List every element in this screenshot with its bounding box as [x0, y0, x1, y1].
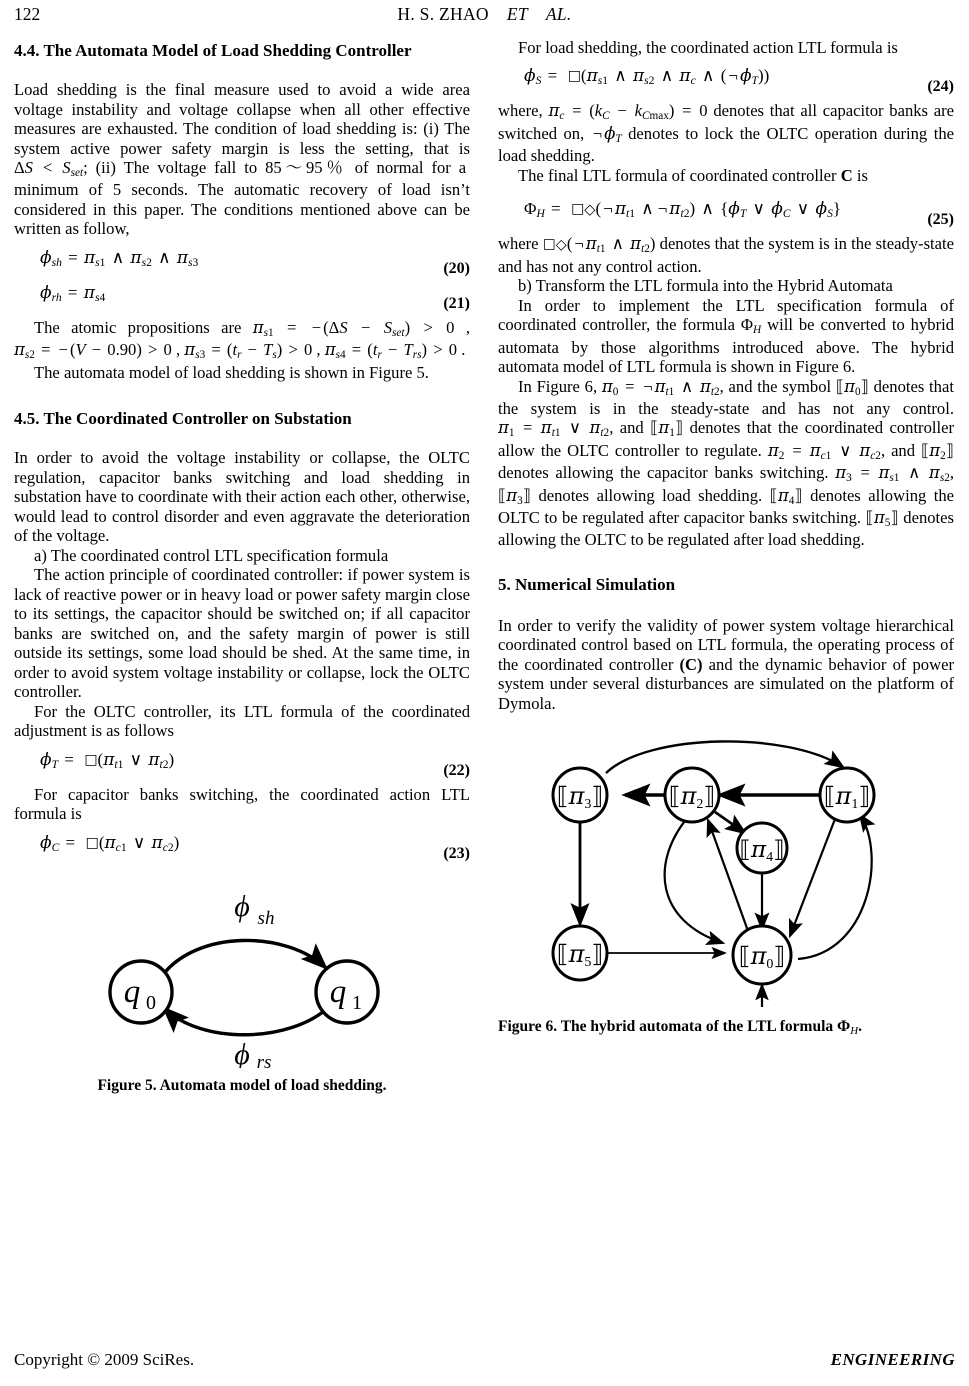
- figure-6-caption-math: $\Phi_H$: [837, 1018, 859, 1038]
- inline-math-pi0-def: $\pi_0$ = ¬ $\pi_{t1}$ ∧ $\pi_{t2}$: [601, 376, 720, 398]
- right-column: [498, 34, 954, 1037]
- equation-20-expression: $\phi_{sh} = \pi_{s1}$ ∧ $\pi_{s2}$ ∧ $\pi_{s3}$: [40, 247, 199, 270]
- equation-21-number: (21): [443, 294, 470, 312]
- inline-math-pi-s4: $\pi_{s4} = (t_r - T_{rs})$: [324, 340, 428, 362]
- para-text: where: [498, 234, 539, 254]
- inline-math-pi-s1: $\pi_{s1}$ = − $(\Delta S - S_{set}) > 0$: [252, 317, 455, 340]
- equation-21: [14, 282, 470, 312]
- heading-4-4: [14, 40, 470, 62]
- paragraph-pi-c-explanation: [498, 101, 954, 165]
- equation-22-expression: $\phi_T$ = $□(\pi_{t1}$ ∨ $\pi_{t2}$): [40, 749, 175, 771]
- paragraph-load-shedding-formula-lead: For load shedding, the coordinated action LTL formula is: [518, 38, 898, 57]
- paragraph-steady-state-explanation: [498, 234, 954, 276]
- p7-s1: In Figure 6,: [518, 376, 598, 396]
- heading-4-5-number: 4.5.: [14, 409, 40, 429]
- equation-24: [498, 66, 954, 96]
- figure5-edge-q0-q1: [162, 940, 326, 976]
- figure6-node-pi5-label: ⟦π5⟧: [556, 940, 604, 971]
- inline-math-pi-s3: $\pi_{s3} = (t_r - T_s) > 0$: [184, 340, 313, 362]
- p7-s8: ,: [949, 463, 954, 483]
- figure-6-graphic: [498, 723, 954, 1009]
- figure5-edge-label-sh-sub: sh: [257, 907, 275, 929]
- paragraph-implement-spec: [498, 296, 954, 377]
- para-text: The atomic propositions are: [34, 317, 242, 337]
- equation-22: [14, 749, 470, 779]
- equation-23: [14, 832, 470, 862]
- heading-4-4-number: 4.4.: [14, 41, 40, 60]
- inline-math-pi-s2: $\pi_{s2}$ = − (V − 0.90) > 0: [14, 340, 172, 362]
- inline-math-pi2-def: $\pi_2 = \pi_{c1}$ ∨ $\pi_{c2}$: [767, 440, 881, 462]
- figure5-node-q1-sub: 1: [352, 991, 362, 1014]
- inline-math-bracket-pi4: $⟦\pi_4⟧$: [769, 485, 803, 507]
- two-column-body: [14, 34, 955, 1095]
- p7-s7: denotes allowing the capacitor banks switching.: [498, 463, 829, 483]
- figure5-node-q1: [316, 961, 378, 1023]
- p7-s11: denotes allowing the OLTC to be regulated after load shedding.: [498, 508, 954, 550]
- p7-s9: denotes allowing load shedding.: [538, 485, 763, 505]
- controller-symbol-c-paren: (C): [679, 654, 703, 674]
- copyright-notice: Copyright © 2009 SciRes.: [14, 1350, 195, 1369]
- figure5-edge-label-rs: ϕ: [234, 1037, 250, 1068]
- figure5-node-q1-label: q: [329, 973, 347, 1010]
- figure-6-caption-tail: .: [858, 1018, 863, 1036]
- figure6-node-pi5: [553, 926, 607, 980]
- inline-math-phi-h-1: $\Phi_H$: [740, 315, 762, 337]
- p7-s3: denotes that the system is in the steady-state and has not any control.: [498, 376, 954, 418]
- figure6-edge-pi2-pi4: [715, 812, 745, 833]
- figure5-node-q0-label: q: [123, 973, 141, 1010]
- paragraph-transform-item-b: b) Transform the LTL formula into the Hybrid Automata: [518, 276, 893, 296]
- controller-symbol-c: C: [840, 165, 853, 185]
- paragraph-load-shedding-intro: [14, 80, 470, 239]
- heading-5-title: Numerical Simulation: [515, 574, 676, 594]
- para-text-cont: ; (ii) The voltage fall to 85～95％ of normal for a minimum of 5 seconds. The automatic recovery of load isn’t considered in this paper. The conditions mentioned above can be written as follow,: [14, 158, 470, 239]
- equation-23-expression: $\phi_C$ = $□(\pi_{c1}$ ∨ $\pi_{c2}$): [40, 832, 180, 854]
- figure-6-caption: [498, 1018, 954, 1037]
- figure-6-caption-text: Figure 6. The hybrid automata of the LTL formula: [498, 1018, 834, 1036]
- para-text: The final LTL formula of coordinated controller: [518, 165, 837, 185]
- heading-4-5-title: The Coordinated Controller on Substation: [43, 409, 352, 429]
- journal-name: ENGINEERING: [830, 1350, 955, 1369]
- inline-math-bracket-pi3: $⟦\pi_3⟧$: [498, 485, 531, 507]
- heading-5-number: 5.: [498, 574, 511, 594]
- figure5-edge-q1-q0: [164, 1006, 330, 1035]
- heading-4-4-title: The Automata Model of Load Shedding Controller: [43, 41, 412, 60]
- inline-math-bracket-pi2: $⟦\pi_2⟧$: [921, 440, 954, 462]
- heading-5: [498, 574, 954, 596]
- figure-5: [14, 868, 470, 1095]
- left-column: [14, 34, 470, 1095]
- paragraph-capacitor-formula-lead: For capacitor banks switching, the coordinated action LTL formula is: [14, 784, 470, 824]
- p7-s10: denotes allowing the OLTC to be regulated after capacitor banks switching.: [498, 485, 955, 528]
- figure6-node-pi4-label: ⟦π4⟧: [739, 837, 785, 866]
- p7-s5: denotes that the coordinated controller allow the OLTC controller to regulate.: [498, 418, 954, 460]
- inline-math-not-phi-t: ¬ $\phi_T$: [592, 123, 622, 146]
- paragraph-numerical-simulation: [498, 616, 954, 713]
- figure5-edge-label-rs-sub: rs: [256, 1051, 272, 1068]
- para-text-2: and the dynamic behavior of power system under several disturbances are simulated on the platform of Dymola.: [498, 654, 954, 713]
- equation-24-number: (24): [927, 78, 954, 96]
- para-text-2: denotes that the system is in the steady-state and has not any control action.: [498, 234, 954, 276]
- inline-math-always-eventually: □◇( ¬ $\pi_{t1}$ ∧ $\pi_{t2}$): [542, 234, 656, 256]
- figure6-node-pi1: [820, 768, 874, 822]
- running-head-et: ET: [506, 4, 528, 24]
- paragraph-action-principle: The action principle of coordinated controller: if power system is lack of reactive power or in heavy load or power safety margin close to its settings, the capacitor should be switched on; if all capacitor banks are switched on, and the safety margin of power is still outside its settings, some load should be shed. At the same time, in order to avoid system voltage instability or collapse, lock the OLTC controller.: [14, 565, 470, 702]
- inline-math-bracket-pi0: $⟦\pi_0⟧$: [835, 376, 869, 398]
- para-text-3: denotes to lock the OLTC operation during the load shedding.: [498, 123, 954, 166]
- inline-math-gt0: > 0: [433, 340, 458, 360]
- figure6-node-pi3: [553, 768, 607, 822]
- figure-5-caption: Figure 5. Automata model of load shedding.: [97, 1076, 387, 1094]
- paragraph-oltc-formula-lead: For the OLTC controller, its LTL formula of the coordinated adjustment is as follows: [14, 701, 470, 741]
- equation-25-expression: $\Phi_H$ = □◇( ¬ $\pi_{t1}$ ∧ ¬ $\pi_{t2}$) ∧ {$\phi_T$ ∨ $\phi_C$ ∨ $\phi_S$}: [524, 199, 842, 221]
- paragraph-coordination-need: In order to avoid the voltage instability or collapse, the OLTC regulation, capacitor banks switching and load shedding in substation have to coordinate with their action each other, otherwise, would lead to control disorder and even aggravate the deterioration of the voltage.: [14, 448, 470, 546]
- p7-s6: , and: [880, 440, 916, 460]
- paragraph-final-ltl-lead: [498, 166, 954, 185]
- p7-s2: , and the symbol: [719, 376, 832, 396]
- paragraph-ltl-spec-item-a: a) The coordinated control LTL specification formula: [34, 545, 389, 565]
- figure6-node-pi2: [665, 768, 719, 822]
- inline-math-pi3-def: $\pi_3 = \pi_{s1}$ ∧ $\pi_{s2}$: [835, 463, 950, 485]
- paragraph-figure5-ref: The automata model of load shedding is shown in Figure 5.: [34, 362, 429, 382]
- equation-21-expression: $\phi_{rh} = \pi_{s4}$: [40, 282, 106, 305]
- figure6-node-pi2-label: ⟦π2⟧: [668, 782, 716, 813]
- equation-24-expression: $\phi_S$ = $□(\pi_{s1}$ ∧ $\pi_{s2}$ ∧ $\pi_c$ ∧ ( ¬ $\phi_T$)): [524, 66, 770, 88]
- paragraph-atomic-propositions: The atomic propositions are $\pi_{s1}$ = − $(\Delta S - S_{set}) > 0$ , $\pi_{s2}$ = − (V − 0.90) > 0 , $\pi_{s3} = (t_r - T_s) > 0$ , $\pi_{s4} = (t_r - T_{rs}) > 0$ .: [14, 317, 470, 362]
- figure6-edge-pi1-pi0: [790, 819, 835, 936]
- figure6-edge-pi3-pi1: [606, 742, 843, 774]
- equation-22-number: (22): [443, 761, 470, 779]
- equation-23-number: (23): [443, 844, 470, 862]
- p7-s4: , and: [609, 418, 644, 438]
- page-folio: 122: [14, 4, 41, 24]
- equation-20-number: (20): [443, 259, 470, 277]
- figure6-node-pi1-label: ⟦π1⟧: [823, 782, 871, 813]
- inline-math-delta-s: $\Delta S < S_{set}$: [14, 158, 84, 180]
- inline-math-bracket-pi5: $⟦\pi_5⟧$: [865, 508, 899, 530]
- figure-6: [498, 723, 954, 1037]
- running-head-author: H. S. ZHAO: [397, 4, 489, 24]
- figure6-node-pi0: [733, 926, 791, 984]
- para-text-2: will be converted to hybrid automata by those algorithms introduced above. The hybrid automata model of LTL formula is shown in Figure 6.: [498, 315, 955, 377]
- para-text: In order to verify the validity of power system voltage hierarchical coordinated control based on LTL formula, the operating process of the coordinated controller: [498, 616, 954, 674]
- figure5-node-q0: [110, 961, 172, 1023]
- figure6-node-pi4: [737, 823, 787, 873]
- figure5-node-q0-sub: 0: [146, 991, 156, 1014]
- para-text-2: is: [856, 165, 868, 185]
- figure5-edge-label-sh: ϕ: [234, 889, 250, 923]
- paragraph-figure6-legend: [498, 377, 954, 550]
- equation-25-number: (25): [927, 211, 954, 229]
- equation-20: [14, 247, 470, 277]
- inline-math-bracket-pi1: $⟦\pi_1⟧$: [650, 418, 684, 440]
- para-text: where,: [498, 101, 543, 121]
- running-head-authors: [14, 4, 955, 25]
- figure-5-graphic: [14, 868, 470, 1068]
- para-text: In order to implement the LTL specification formula of coordinated controller, the formula: [498, 295, 954, 335]
- running-head: [14, 0, 955, 34]
- figure6-node-pi0-label: ⟦π0⟧: [738, 942, 786, 973]
- para-text: Load shedding is the final measure used to avoid a wide area voltage instability and voltage collapse when all other effective measures are exhausted. The condition of load shedding is: (i) The system active power safety margin is less the setting, that is: [14, 80, 470, 158]
- inline-math-pi-c: $\pi_c = (k_C - k_{Cmax}) = 0$: [548, 101, 708, 123]
- figure6-node-pi3-label: ⟦π3⟧: [556, 782, 604, 813]
- page-footer: [14, 1350, 955, 1370]
- heading-4-5: [14, 408, 470, 430]
- inline-math-pi1-def: $\pi_1 = \pi_{t1}$ ∨ $\pi_{t2}$: [498, 418, 610, 440]
- running-head-al: AL.: [545, 4, 572, 24]
- equation-25: [498, 199, 954, 229]
- para-text-2: denotes that all capacitor banks are switched on,: [498, 101, 955, 143]
